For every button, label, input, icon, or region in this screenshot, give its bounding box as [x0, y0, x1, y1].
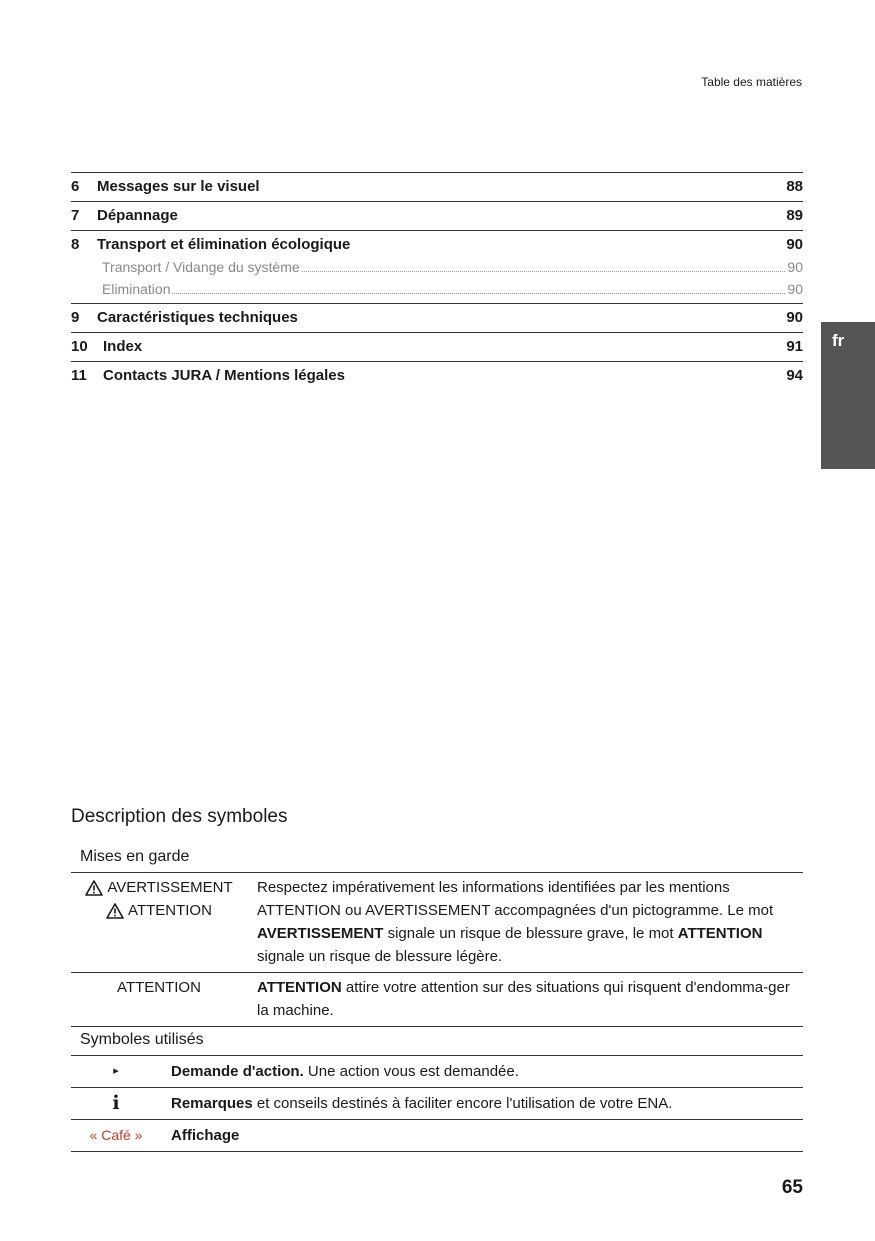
toc-entry-page: 90	[786, 236, 803, 253]
table-row	[71, 973, 803, 1027]
toc-entry-label: Caractéristiques techniques	[97, 309, 298, 326]
toc-entry[interactable]	[71, 332, 803, 361]
toc-subentries	[71, 256, 803, 303]
toc-subentry-page: 90	[787, 259, 803, 275]
table-subheading: Mises en garde	[71, 846, 803, 873]
symbols-table	[71, 1029, 803, 1152]
toc-entry[interactable]	[71, 361, 803, 390]
notice-description: ATTENTION attire votre attention sur des situations qui risquent d'endomma-ger la machine.	[257, 979, 790, 1019]
toc-entry-label: Index	[103, 338, 143, 355]
warnings-table	[71, 846, 803, 1027]
toc-entry[interactable]	[71, 201, 803, 230]
warning-labels	[71, 873, 247, 972]
toc-subentry-page: 90	[787, 281, 803, 297]
warning-description: Respectez impérativement les informations identifiées par les mentions ATTENTION ou AVERTISSEMENT accompagnées d'un pictogramme. Le mot AVERTISSEMENT signale un risque de blessure grave, le mot ATTENTION signale un risque de blessure légère.	[257, 879, 774, 965]
warning-triangle-icon	[85, 880, 103, 896]
language-tab: fr	[821, 322, 875, 469]
toc-entry-number: 10	[71, 338, 88, 355]
toc-entry-page: 89	[786, 207, 803, 224]
leader-dots	[172, 293, 785, 294]
table-row: i Remarques et conseils destinés à faciliter encore l'utilisation de votre ENA.	[71, 1088, 803, 1120]
toc-entry-number: 6	[71, 178, 80, 195]
toc-subentry-label: Transport / Vidange du système	[102, 259, 300, 275]
toc-entry[interactable]	[71, 230, 803, 256]
warning-triangle-icon	[106, 903, 124, 919]
display-text-example: « Café »	[89, 1127, 143, 1143]
caution-label: ATTENTION	[128, 902, 212, 919]
toc-entry-number: 9	[71, 309, 80, 326]
toc-entry-number: 8	[71, 236, 80, 253]
toc-entry-page: 90	[786, 309, 803, 326]
notice-label: ATTENTION	[117, 979, 201, 996]
toc-entry-label: Dépannage	[97, 207, 178, 224]
toc-entry-page: 91	[786, 338, 803, 355]
toc-entry-number: 11	[71, 367, 87, 384]
page-number: 65	[781, 1177, 803, 1198]
table-of-contents	[71, 172, 803, 390]
toc-subentry-label: Elimination	[102, 281, 171, 297]
table-row: ▸ Demande d'action. Une action vous est demandée.	[71, 1056, 803, 1088]
table-subheading: Symboles utilisés	[71, 1029, 803, 1056]
action-arrow-icon: ▸	[113, 1065, 119, 1077]
table-row	[71, 873, 803, 973]
toc-entry-label: Messages sur le visuel	[97, 178, 260, 195]
leader-dots	[302, 271, 786, 272]
toc-entry[interactable]	[71, 303, 803, 332]
toc-subentry[interactable]	[71, 278, 803, 300]
toc-entry-page: 94	[786, 367, 803, 384]
toc-entry-label: Transport et élimination écologique	[97, 236, 351, 253]
info-icon: i	[112, 1092, 120, 1114]
toc-entry[interactable]	[71, 172, 803, 201]
running-header: Table des matières	[701, 75, 802, 89]
section-heading: Description des symboles	[71, 806, 288, 827]
toc-entry-label: Contacts JURA / Mentions légales	[103, 367, 345, 384]
warning-label: AVERTISSEMENT	[107, 879, 233, 896]
toc-entry-page: 88	[786, 178, 803, 195]
table-row: « Café » Affichage	[71, 1120, 803, 1152]
toc-subentry[interactable]	[71, 256, 803, 278]
toc-entry-number: 7	[71, 207, 80, 224]
